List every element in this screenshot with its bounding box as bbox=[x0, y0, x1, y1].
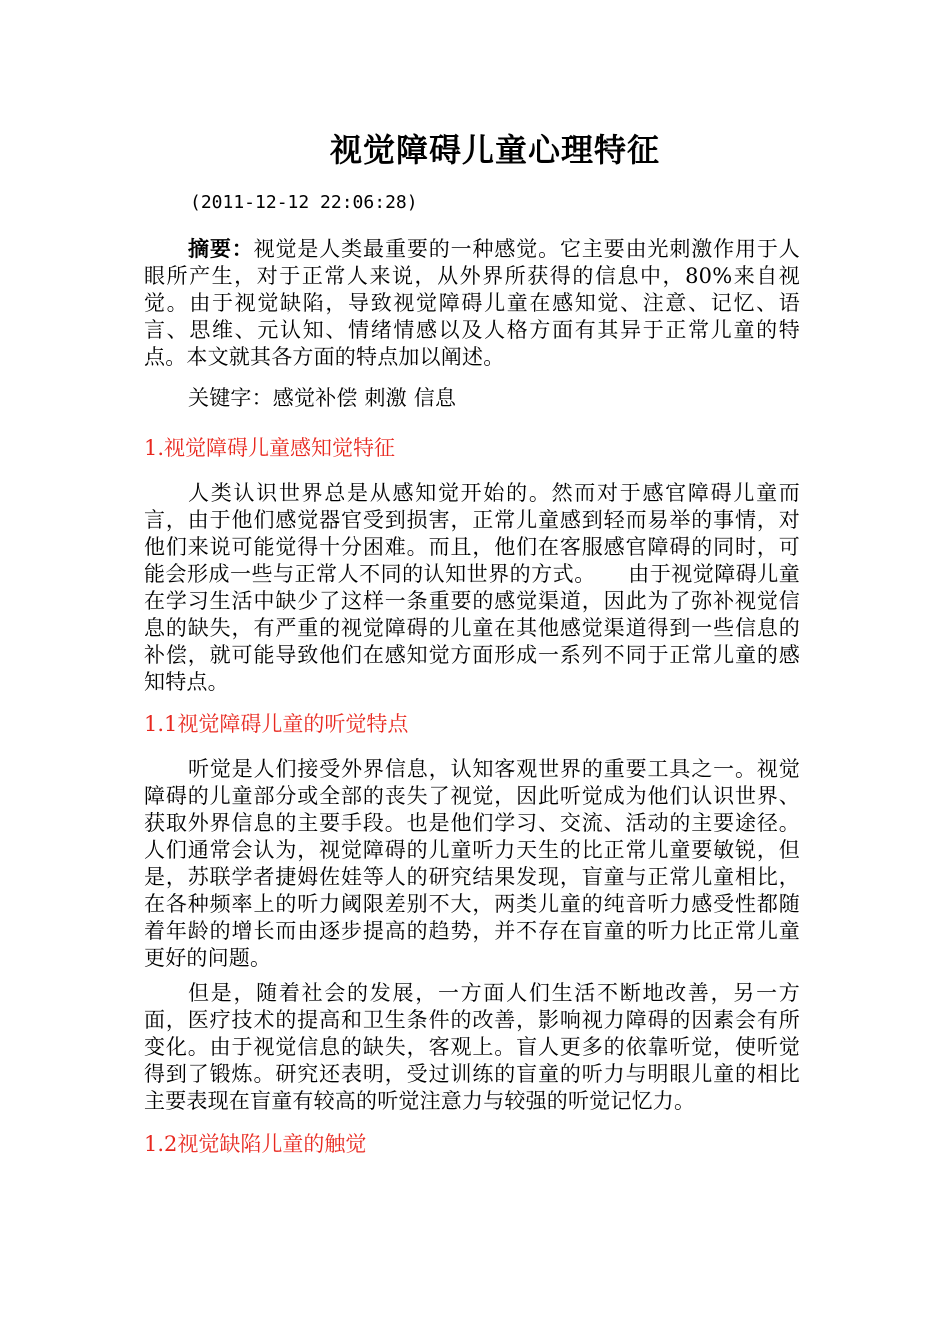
document-title: 视觉障碍儿童心理特征 bbox=[330, 131, 661, 169]
body-paragraph: 人类认识世界总是从感知觉开始的。然而对于感官障碍儿童而言，由于他们感觉器官受到损害，正常儿童感到轻而易举的事情，对他们来说可能觉得十分困难。而且，他们在客服感官障碍的同时，可能会形成一些与正常人不同的认知世界的方式。 由于视觉障碍儿童在学习生活中缺少了这样一条重要的感觉渠道，因此为了弥补视觉信息的缺失，有严重的视觉障碍的儿童在其他感觉渠道得到一些信息的补偿，就可能导致他们在感知觉方面形成一系列不同于正常儿童的感知特点。 bbox=[144, 481, 800, 694]
keywords-line: 关键字：感觉补偿 刺激 信息 bbox=[188, 386, 457, 410]
post-date: (2011-12-12 22:06:28) bbox=[190, 192, 418, 213]
body-paragraph: 听觉是人们接受外界信息，认知客观世界的重要工具之一。视觉障碍的儿童部分或全部的丧失了视觉，因此听觉成为他们认识世界、获取外界信息的主要手段。也是他们学习、交流、活动的主要途径。人们通常会认为，视觉障碍的儿童听力天生的比正常儿童要敏锐，但是，苏联学者捷姆佐娃等人的研究结果发现，盲童与正常儿童相比，在各种频率上的听力阈限差别不大，两类儿童的纯音听力感受性都随着年龄的增长而由逐步提高的趋势，并不存在盲童的听力比正常儿童更好的问题。 bbox=[144, 757, 800, 970]
section-heading: 1.1视觉障碍儿童的听觉特点 bbox=[144, 712, 409, 736]
abstract-paragraph bbox=[144, 235, 800, 371]
section-heading: 1.视觉障碍儿童感知觉特征 bbox=[144, 436, 396, 460]
body-paragraph: 但是，随着社会的发展，一方面人们生活不断地改善，另一方面，医疗技术的提高和卫生条件的改善，影响视力障碍的因素会有所变化。由于视觉信息的缺失，客观上。盲人更多的依靠听觉，使听觉得到了锻炼。研究还表明，受过训练的盲童的听力与明眼儿童的相比主要表现在盲童有较高的听觉注意力与较强的听觉记忆力。 bbox=[144, 981, 800, 1113]
abstract-label: 摘要： bbox=[188, 236, 254, 261]
abstract-text: 视觉是人类最重要的一种感觉。它主要由光刺激作用于人眼所产生，对于正常人来说，从外界所获得的信息中，80%来自视觉。由于视觉缺陷，导致视觉障碍儿童在感知觉、注意、记忆、语言、思维、元认知、情绪情感以及人格方面有其异于正常儿童的特点。本文就其各方面的特点加以阐述。 bbox=[144, 237, 801, 369]
section-heading: 1.2视觉缺陷儿童的触觉 bbox=[144, 1132, 367, 1156]
